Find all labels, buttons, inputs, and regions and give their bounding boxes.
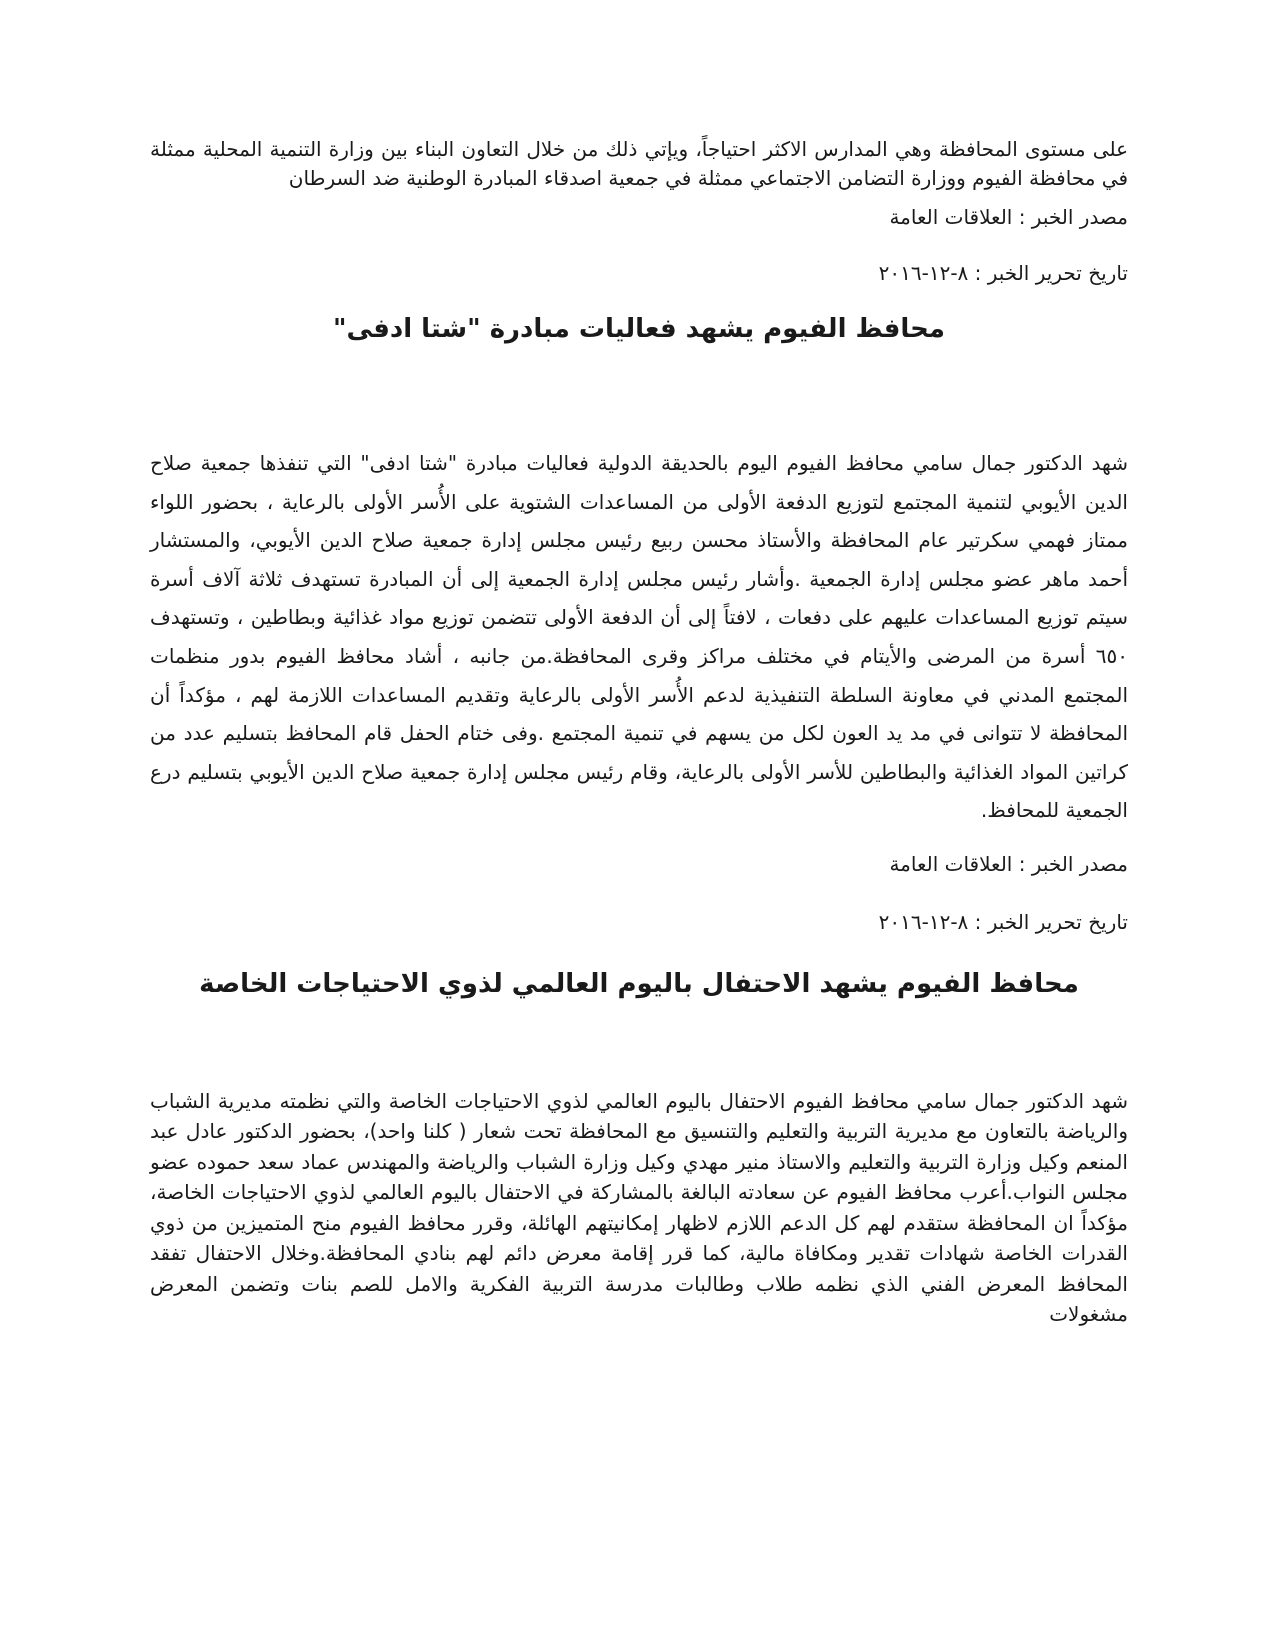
article-2-headline: محافظ الفيوم يشهد الاحتفال باليوم العالمي لذوي الاحتياجات الخاصة	[199, 968, 1079, 999]
article-1-date: تاريخ تحرير الخبر : ٨-١٢-٢٠١٦	[878, 909, 1128, 934]
article-1-headline: محافظ الفيوم يشهد فعاليات مبادرة "شتا ادفى"	[332, 314, 945, 344]
article-1-source: مصدر الخبر : العلاقات العامة	[889, 851, 1128, 876]
intro-paragraph: على مستوى المحافظة وهي المدارس الاكثر احتياجاً، ويإتي ذلك من خلال التعاون البناء بين وزارة التنمية المحلية ممثلة في محافظة الفيوم ووزارة التضامن الاجتماعي ممثلة في جمعية اصدقاء المبادرة الوطنية ضد السرطان	[150, 137, 1128, 190]
news-date: تاريخ تحرير الخبر : ٨-١٢-٢٠١٦	[878, 261, 1128, 285]
article-2-body: شهد الدكتور جمال سامي محافظ الفيوم الاحتفال باليوم العالمي لذوي الاحتياجات الخاصة والتي نظمته مديرية الشباب والرياضة بالتعاون مع مديرية التربية والتعليم والتنسيق مع المحافظة تحت شعار ( كلنا واحد)، بحضور الدكتور عادل عبد المنعم وكيل وزارة التربية والتعليم والاستاذ منير مهدي وكيل وزارة الشباب والرياضة والمهندس عماد سعد حموده عضو مجلس النواب.أعرب محافظ الفيوم عن سعادته البالغة بالمشاركة في الاحتفال باليوم العالمي لذوي الاحتياجات الخاصة، مؤكداً ان المحافظة ستقدم لهم كل الدعم اللازم لاظهار إمكانيتهم الهائلة، وقرر محافظ الفيوم منح المتميزين من ذوي القدرات الخاصة شهادات تقدير ومكافاة مالية، كما قرر إقامة معرض دائم لهم بنادي المحافظة.وخلال الاحتفال تفقد المحافظ المعرض الفني الذي نظمه طلاب وطالبات مدرسة التربية الفكرية والامل للصم بنات وتضمن المعرض مشغولات	[150, 1088, 1128, 1327]
news-source: مصدر الخبر : العلاقات العامة	[889, 205, 1128, 229]
document-page	[150, 135, 1128, 1330]
article-1-body: شهد الدكتور جمال سامي محافظ الفيوم اليوم بالحديقة الدولية فعاليات مبادرة "شتا ادفى" التي تنفذها جمعية صلاح الدين الأيوبي لتنمية المجتمع لتوزيع الدفعة الأولى من المساعدات الشتوية على الأُسر الأولى بالرعاية ، بحضور اللواء ممتاز فهمي سكرتير عام المحافظة والأستاذ محسن ربيع رئيس مجلس إدارة جمعية صلاح الدين الأيوبي، والمستشار أحمد ماهر عضو مجلس إدارة الجمعية .وأشار رئيس مجلس إدارة الجمعية إلى أن المبادرة تستهدف ثلاثة آلاف أسرة سيتم توزيع المساعدات عليهم على دفعات ، لافتاً إلى أن الدفعة الأولى تتضمن توزيع مواد غذائية وبطاطين ، وتستهدف ٦٥٠ أسرة من المرضى والأيتام في مختلف مراكز وقرى المحافظة.من جانبه ، أشاد محافظ الفيوم بدور منظمات المجتمع المدني في معاونة السلطة التنفيذية لدعم الأُسر الأولى بالرعاية وتقديم المساعدات اللازمة لهم ، مؤكداً أن المحافظة لا تتوانى في مد يد العون لكل من يسهم في تنمية المجتمع .وفى ختام الحفل قام المحافظ بتسليم عدد من كراتين المواد الغذائية والبطاطين للأسر الأولى بالرعاية، وقام رئيس مجلس إدارة جمعية صلاح الدين الأيوبي بتسليم درع الجمعية للمحافظ.	[150, 451, 1128, 823]
